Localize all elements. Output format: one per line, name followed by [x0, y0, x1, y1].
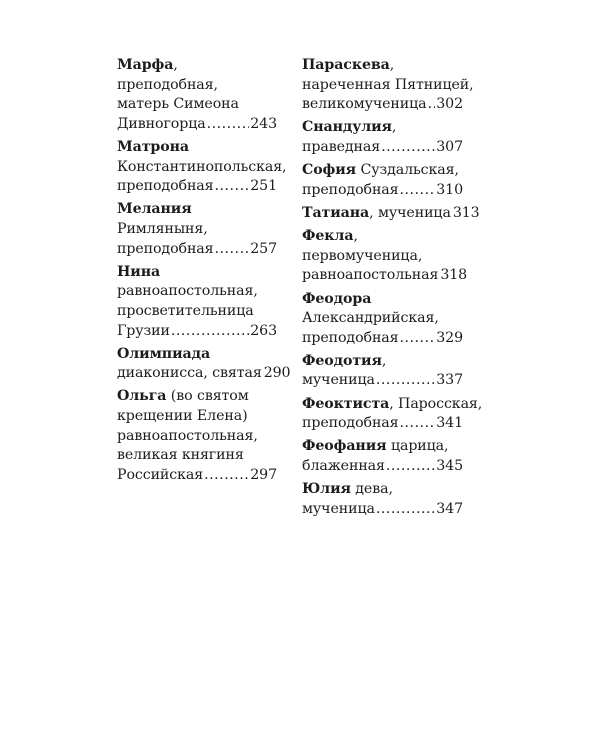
dot-leader	[428, 95, 436, 115]
entry-description-line: Дивногорца	[117, 115, 206, 132]
page-number: 329	[436, 329, 463, 346]
entry-description-line: преподобная	[117, 240, 214, 257]
entry-page-line	[117, 322, 277, 342]
saint-name: Снандулия	[302, 119, 392, 136]
saint-title: , мученица	[369, 204, 451, 221]
toc-entry	[302, 437, 463, 476]
toc-entry	[302, 480, 463, 519]
entry-description-line: великая княгиня	[117, 447, 244, 464]
entry-page-line	[302, 266, 468, 286]
entry-heading-line	[302, 56, 463, 76]
saint-title: царица,	[386, 438, 449, 455]
entry-description-line: мученица	[302, 372, 375, 389]
toc-entry	[302, 352, 463, 391]
dot-leader	[386, 457, 435, 477]
toc-entry	[117, 387, 277, 485]
toc-entry	[302, 227, 468, 286]
entry-description-line: равноапостольная,	[117, 427, 258, 444]
saint-name: София	[302, 162, 357, 179]
saint-name: Юлия	[302, 481, 351, 498]
saint-name: Олимпиада	[117, 345, 211, 362]
dot-leader	[376, 371, 435, 391]
toc-entry	[302, 161, 463, 200]
entry-heading-line	[117, 387, 277, 407]
entry-description-line: равноапостольная	[302, 267, 439, 284]
page-number: 243	[250, 115, 277, 132]
saint-title: ,	[173, 57, 178, 73]
entry-page-line	[302, 95, 463, 115]
saint-name: Мелания	[117, 201, 192, 218]
entry-page-line	[302, 414, 463, 434]
saint-title: ,	[353, 228, 358, 245]
entry-description-line: просветительница	[117, 302, 254, 319]
entry-description-line: матерь Симеона	[117, 96, 239, 113]
saint-title: дева,	[350, 481, 393, 498]
entry-heading-line	[302, 290, 463, 310]
entry-page-line	[117, 364, 291, 384]
dot-leader	[215, 240, 250, 260]
entry-description-line: преподобная,	[117, 76, 218, 93]
dot-leader	[376, 500, 435, 520]
entry-description-line: Российская	[117, 466, 204, 483]
entry-page-line	[302, 181, 463, 201]
entry-description-line: равноапостольная,	[117, 283, 258, 300]
toc-entry	[117, 263, 277, 341]
saint-name: Татиана	[302, 204, 370, 221]
toc-entry	[117, 200, 277, 259]
entry-description-line: преподобная	[117, 178, 214, 195]
entry-description-line: крещении Елена)	[117, 408, 248, 425]
saint-title: ,	[381, 352, 387, 369]
saint-name: Феодотия	[302, 352, 382, 369]
page-number: 297	[250, 466, 277, 483]
saint-name: Феоктиста	[302, 395, 390, 412]
entry-description-line: преподобная	[302, 329, 399, 346]
entry-page-line	[302, 138, 463, 158]
entry-description-line: великомученица	[302, 96, 427, 113]
dot-leader	[215, 177, 250, 197]
saint-name: Марфа	[117, 57, 174, 73]
saint-title: ,	[389, 57, 395, 73]
entry-description-line: преподобная	[302, 415, 399, 432]
entry-description-line: Римляныня,	[117, 220, 208, 237]
dot-leader	[381, 138, 435, 158]
entry-page-line	[302, 329, 463, 349]
entry-heading-line	[302, 395, 483, 415]
saint-title: ,	[391, 119, 397, 136]
toc-entry	[302, 56, 474, 115]
dot-leader	[204, 466, 249, 486]
page-number: 341	[436, 415, 463, 432]
entry-heading-line	[117, 138, 277, 158]
entry-heading-line	[302, 437, 463, 457]
page-number: 337	[436, 372, 463, 389]
saint-title: Суздальская,	[356, 162, 459, 179]
entry-heading-line	[302, 227, 463, 247]
entry-heading-line	[302, 352, 463, 372]
entry-description-line: Александрийская,	[302, 310, 439, 327]
entry-heading-line	[302, 161, 463, 181]
saint-name: Матрона	[117, 138, 189, 155]
entry-heading-line	[117, 263, 277, 283]
entry-page-line	[117, 177, 277, 197]
toc-entry	[302, 395, 483, 434]
entry-page-line	[117, 240, 277, 260]
toc-entry	[302, 118, 463, 157]
dot-leader	[400, 414, 436, 434]
entry-page-line	[302, 371, 463, 391]
entry-description-line: преподобная	[302, 181, 399, 198]
entry-description-line: нареченная Пятницей,	[302, 76, 474, 93]
page-number: 257	[250, 240, 277, 257]
page-number: 307	[436, 138, 463, 155]
entry-heading-line	[302, 480, 463, 500]
page-number: 310	[436, 181, 463, 198]
toc-entry	[117, 56, 277, 134]
dot-leader	[400, 329, 436, 349]
page-number: 263	[250, 322, 277, 339]
entry-description-line: праведная	[302, 138, 381, 155]
entry-page-line	[117, 115, 277, 135]
dot-leader	[207, 115, 250, 135]
saint-name: Феодора	[302, 290, 372, 307]
page-number: 345	[436, 458, 463, 475]
dot-leader	[171, 322, 249, 342]
page-number: 347	[436, 500, 463, 517]
entry-description-line: блаженная	[302, 458, 385, 475]
toc-right-column	[302, 56, 483, 523]
saint-name: Феофания	[302, 438, 387, 455]
entry-description-line: первомученица,	[302, 247, 423, 264]
entry-description-line: Грузии	[117, 322, 170, 339]
entry-heading-line	[117, 345, 277, 365]
toc-entry	[302, 290, 463, 349]
toc-left-column	[117, 56, 291, 489]
page-number: 302	[436, 96, 463, 113]
page-number: 290	[263, 365, 291, 382]
toc-entry	[302, 204, 480, 224]
entry-page-line	[302, 457, 463, 477]
saint-title: (во святом	[166, 388, 249, 405]
page-number: 251	[250, 178, 277, 195]
saint-name: Фекла	[302, 228, 354, 245]
dot-leader	[400, 181, 436, 201]
entry-description-line: диаконисса, святая	[117, 365, 262, 382]
page-number: 318	[440, 267, 468, 284]
entry-description-line: мученица	[302, 500, 375, 517]
saint-name: Параскева	[302, 57, 390, 73]
entry-heading-line	[117, 200, 277, 220]
entry-heading-line	[302, 118, 463, 138]
entry-page-line	[302, 500, 463, 520]
entry-line	[302, 204, 480, 224]
saint-title: , Паросская,	[389, 395, 483, 412]
saint-name: Ольга	[117, 388, 167, 405]
toc-entry	[117, 138, 287, 197]
page-number: 313	[452, 204, 480, 221]
saint-name: Нина	[117, 263, 161, 280]
entry-description-line: Константинопольская,	[117, 158, 287, 175]
entry-page-line	[117, 466, 277, 486]
entry-heading-line	[117, 56, 277, 76]
toc-entry	[117, 345, 291, 384]
